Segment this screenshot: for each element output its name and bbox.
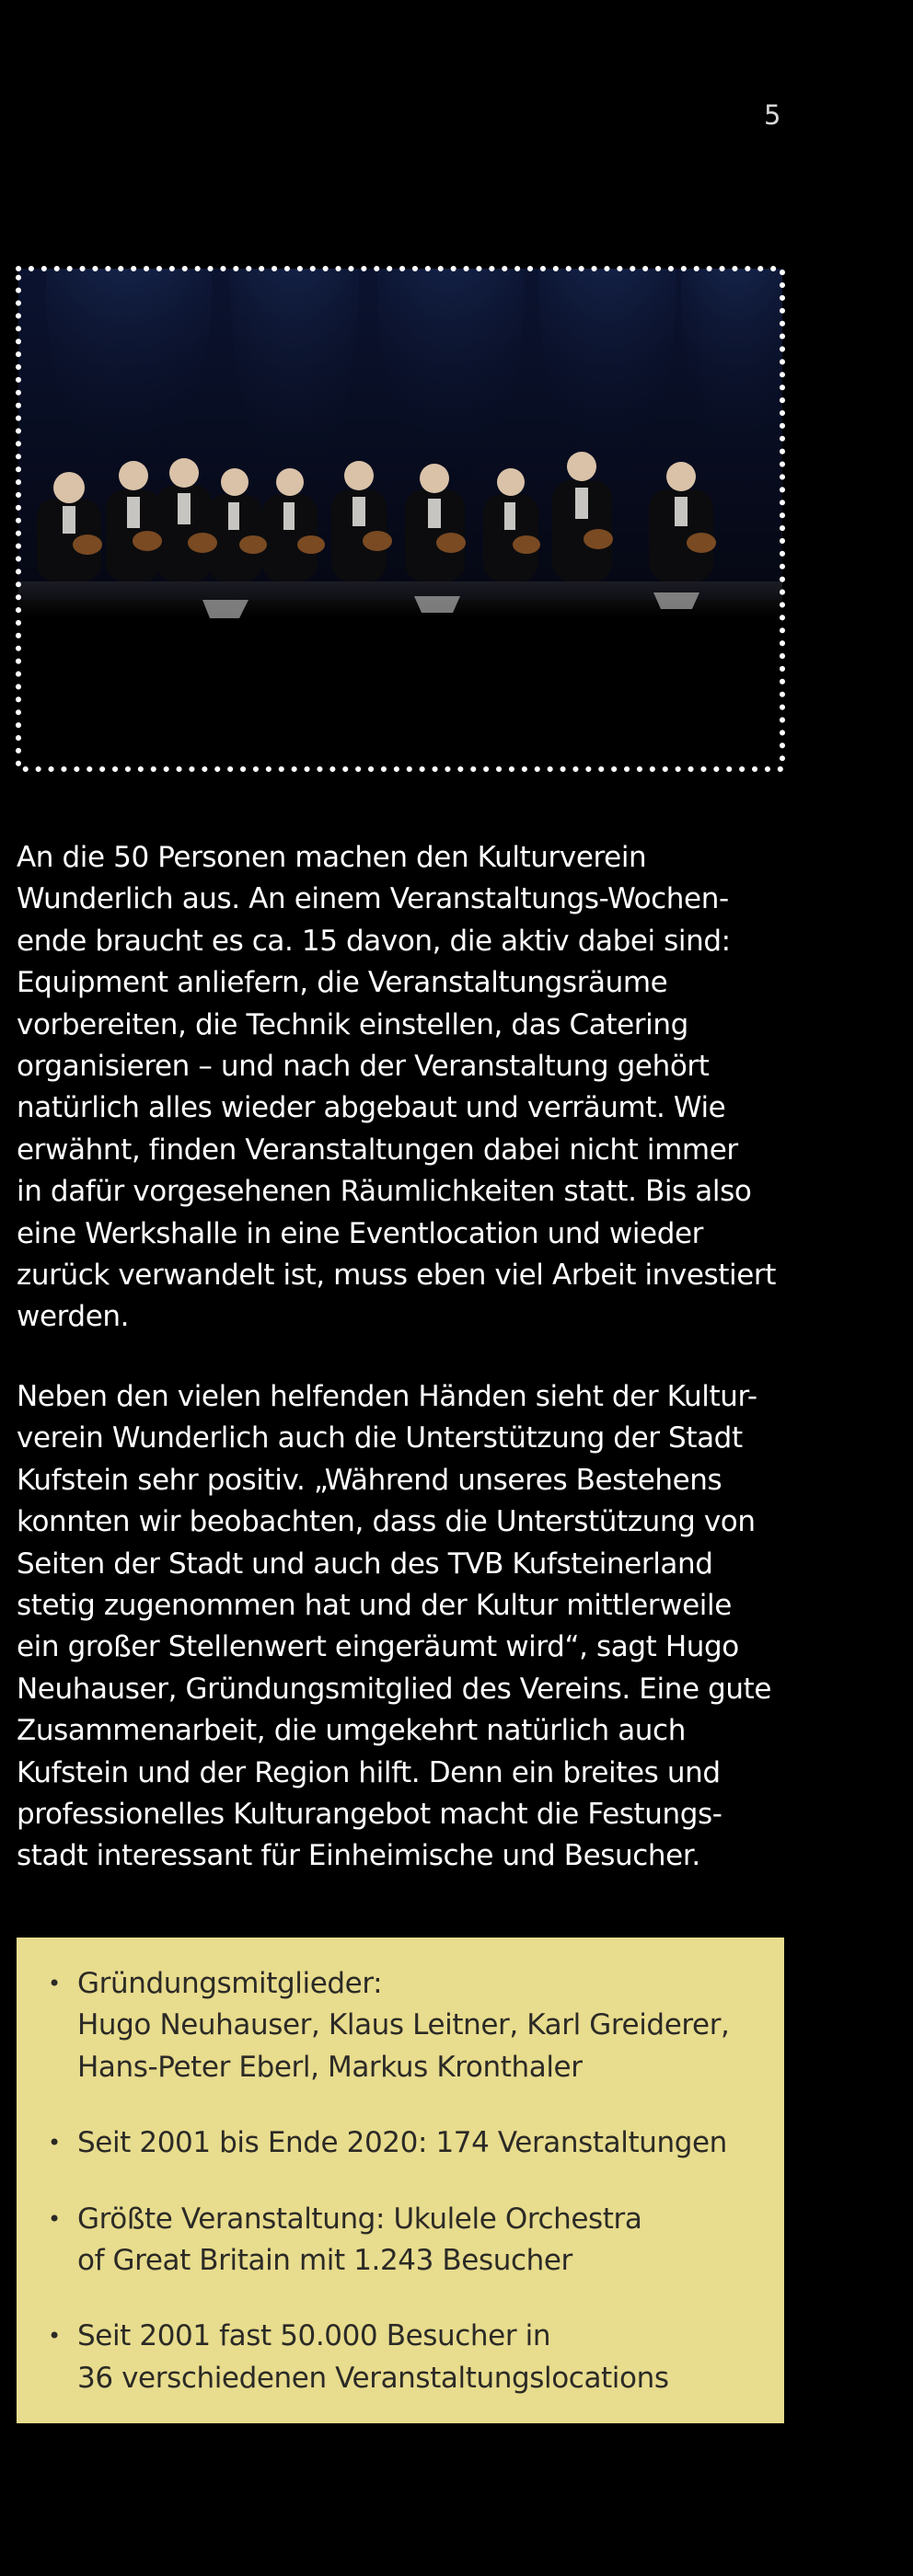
text-line: zurück verwandelt ist, muss eben viel Arbeit investiert (17, 1259, 777, 1293)
text-line: eine Werkshalle in eine Eventlocation und wieder (17, 1216, 704, 1250)
text-line: ein großer Stellenwert eingeräumt wird“, sagt Hugo (17, 1630, 739, 1664)
text-line: An die 50 Personen machen den Kulturverein (17, 841, 647, 874)
text-line: Neuhauser, Gründungsmitglied des Vereins. Eine gute (17, 1672, 772, 1706)
text-line: verein Wunderlich auch die Unterstützung der Stadt (17, 1421, 743, 1455)
bullet-icon: • (48, 2130, 61, 2156)
text-line: professionelles Kulturangebot macht die Festungs- (17, 1798, 722, 1832)
fact-line: Größte Veranstaltung: Ukulele Orchestra (77, 2202, 642, 2236)
fact-line: 36 verschiedenen Veranstaltungslocations (77, 2361, 669, 2395)
text-line: erwähnt, finden Veranstaltungen dabei nicht immer (17, 1133, 738, 1167)
fact-line: Seit 2001 bis Ende 2020: 174 Veranstaltungen (77, 2126, 727, 2160)
fact-line: Seit 2001 fast 50.000 Besucher in (77, 2319, 551, 2353)
text-line: vorbereiten, die Technik einstellen, das Catering (17, 1007, 688, 1041)
page-number: 5 (764, 99, 781, 131)
text-line: Wunderlich aus. An einem Veranstaltungs-Wochen- (17, 882, 729, 916)
text-line: Zusammenarbeit, die umgekehrt natürlich auch (17, 1714, 686, 1748)
text-line: stadt interessant für Einheimische und Besucher. (17, 1839, 700, 1873)
text-line: organisieren – und nach der Veranstaltung gehört (17, 1050, 710, 1084)
fact-visitors (17, 2316, 784, 2399)
fact-line: of Great Britain mit 1.243 Besucher (77, 2244, 572, 2278)
text-line: werden. (17, 1300, 130, 1334)
body-paragraph-2 (17, 1376, 790, 1878)
fact-largest-event (17, 2199, 784, 2283)
text-line: Neben den vielen helfenden Händen sieht der Kultur- (17, 1380, 757, 1413)
body-paragraph-1 (17, 837, 790, 1339)
bullet-icon: • (48, 2323, 61, 2350)
fact-line: Hans-Peter Eberl, Markus Kronthaler (77, 2050, 583, 2084)
text-line: Seiten der Stadt und auch des TVB Kufsteinerland (17, 1547, 713, 1581)
facts-box (17, 1938, 784, 2423)
text-line: ende braucht es ca. 15 davon, die aktiv dabei sind: (17, 924, 731, 958)
text-line: Equipment anliefern, die Veranstaltungsräume (17, 966, 668, 1000)
fact-event-count (17, 2122, 784, 2164)
fact-line: Gründungsmitglieder: (77, 1967, 383, 2000)
text-line: stetig zugenommen hat und der Kultur mittlerweile (17, 1589, 732, 1623)
bullet-icon: • (48, 1971, 61, 1996)
text-line: in dafür vorgesehenen Räumlichkeiten statt. Bis also (17, 1175, 752, 1209)
text-line: Kufstein und der Region hilft. Denn ein breites und (17, 1755, 721, 1789)
text-line: konnten wir beobachten, dass die Unterstützung von (17, 1505, 756, 1539)
facts-list (17, 1963, 784, 2399)
fact-line: Hugo Neuhauser, Klaus Leitner, Karl Greiderer, (77, 2008, 730, 2042)
text-line: natürlich alles wieder abgebaut und verräumt. Wie (17, 1091, 726, 1125)
text-line: Kufstein sehr positiv. „Während unseres Bestehens (17, 1463, 722, 1497)
bullet-icon: • (48, 2205, 61, 2232)
fact-founders (17, 1963, 784, 2088)
concert-photo (18, 269, 782, 769)
